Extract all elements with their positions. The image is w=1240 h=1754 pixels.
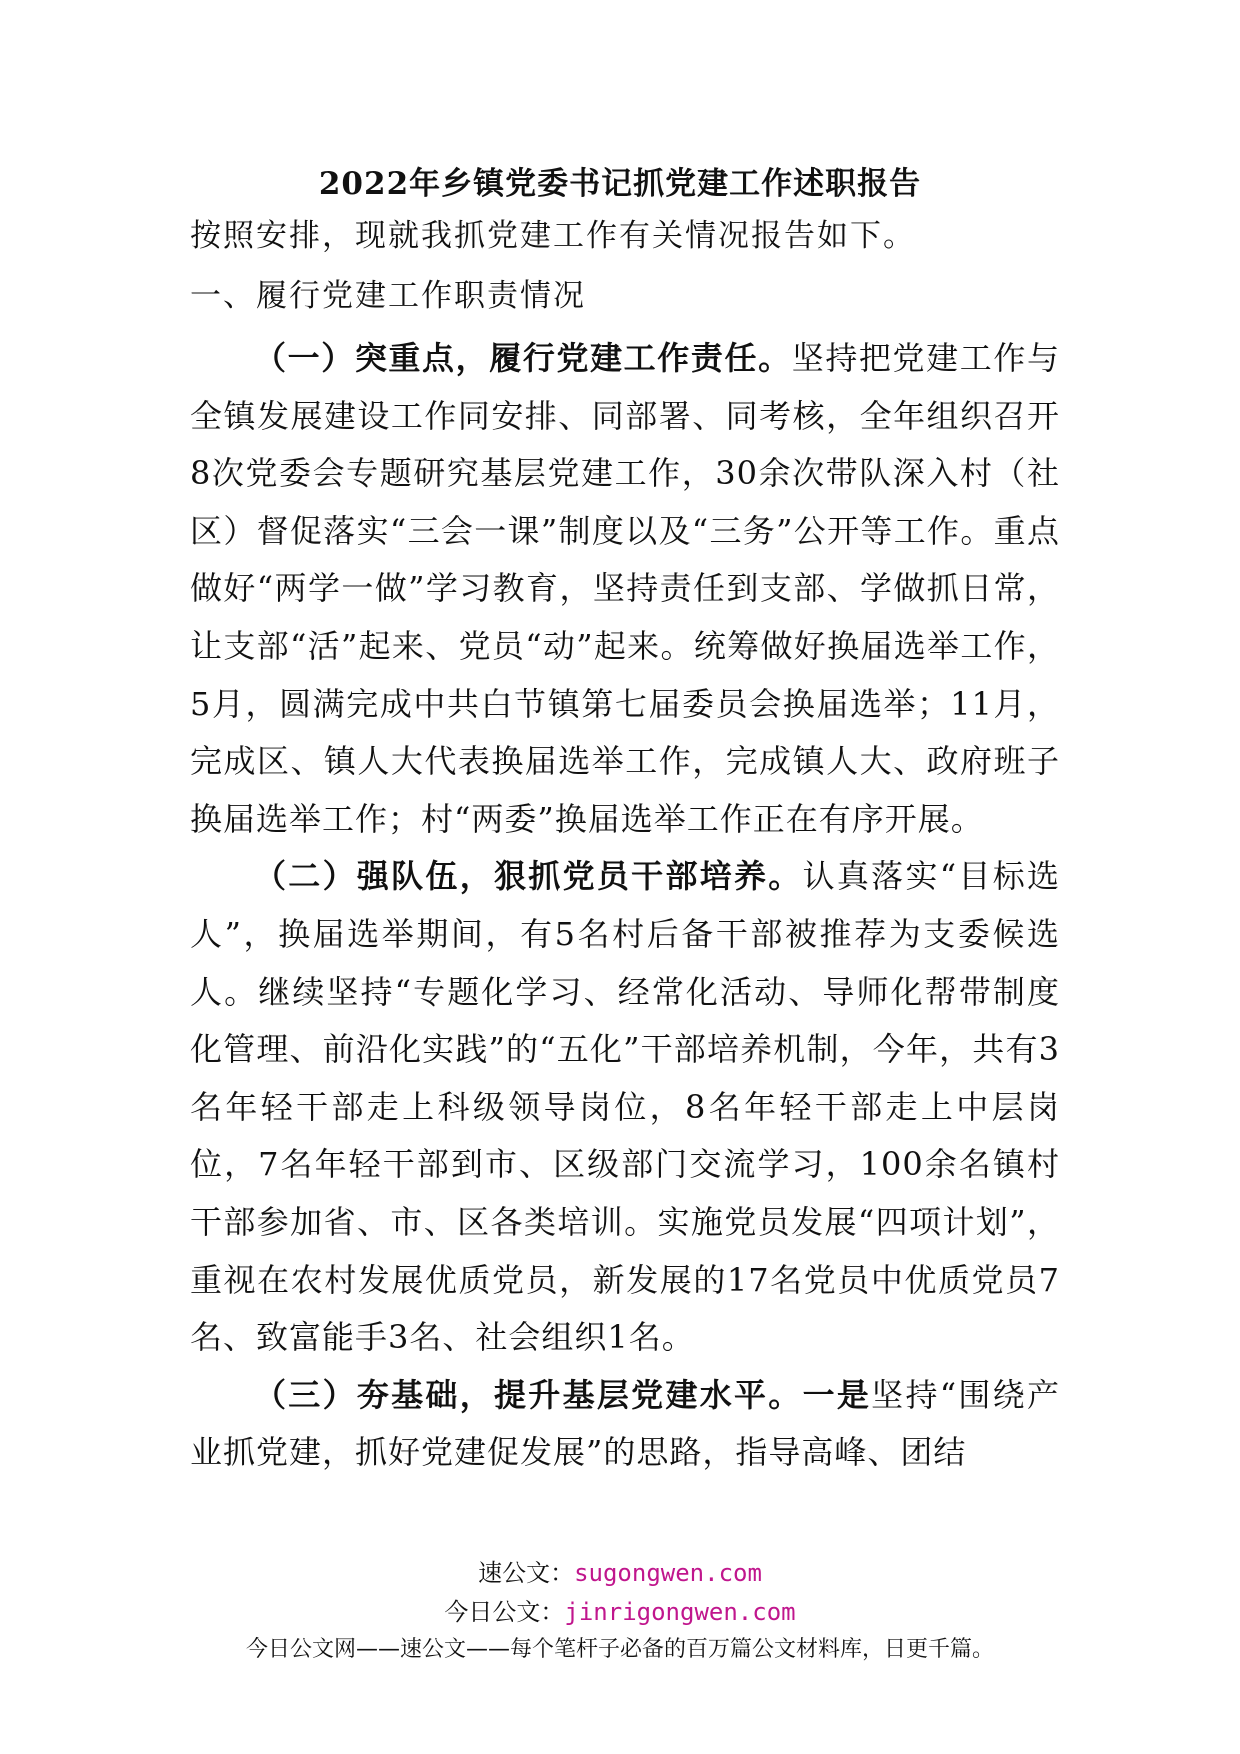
paragraph-1-text: 坚持把党建工作与全镇发展建设工作同安排、同部署、同考核，全年组织召开8次党委会专题研究基层党建工作，30余次带队深入村（社区）督促落实“三会一课”制度以及“三务”公开等工作。重点做好“两学一做”学习教育，坚持责任到支部、学做抓日常，让支部“活”起来、党员“动”起来。统筹做好换届选举工作，5月，圆满完成中共白节镇第七届委员会换届选举；11月，完成区、镇人大代表换届选举工作，完成镇人大、政府班子换届选举工作；村“两委”换届选举工作正在有序开展。	[190, 339, 1060, 838]
section-heading: 一、履行党建工作职责情况	[190, 278, 586, 314]
footer-line-1	[0, 1553, 1240, 1588]
paragraph-1-lead: （一）突重点，履行党建工作责任。	[254, 339, 792, 377]
paragraph-2-lead: （二）强队伍，狠抓党员干部培养。	[254, 857, 803, 896]
paragraph-3	[190, 1367, 1060, 1482]
footer-label-2: 今日公文：	[444, 1598, 565, 1626]
footer-line-2	[0, 1592, 1240, 1627]
document-body	[190, 330, 1060, 1482]
paragraph-3-text: 坚持“围绕产业抓党建，抓好党建促发展”的思路，指导高峰、团结	[190, 1375, 1060, 1472]
paragraph-3-lead2: 一是	[802, 1375, 872, 1414]
footer-label-1: 速公文：	[478, 1559, 575, 1587]
paragraph-1	[190, 330, 1060, 848]
paragraph-2-text: 认真落实“目标选人”，换届选举期间，有5名村后备干部被推荐为支委候选人。继续坚持“专题化学习、经常化活动、导师化帮带制度化管理、前沿化实践”的“五化”干部培养机制，今年，共有3名年轻干部走上科级领导岗位，8名年轻干部走上中层岗位，7名年轻干部到市、区级部门交流学习，100余名镇村干部参加省、市、区各类培训。实施党员发展“四项计划”，重视在农村发展优质党员，新发展的17名党员中优质党员7名、致富能手3名、社会组织1名。	[190, 857, 1060, 1357]
paragraph-3-lead: （三）夯基础，提升基层党建水平。	[254, 1375, 803, 1414]
paragraph-2	[190, 848, 1060, 1366]
footer-link-jinrigongwen[interactable]: jinrigongwen.com	[564, 1598, 796, 1626]
footer-link-sugongwen[interactable]: sugongwen.com	[574, 1559, 762, 1587]
footer-slogan: 今日公文网——速公文——每个笔杆子必备的百万篇公文材料库，日更千篇。	[245, 1637, 994, 1662]
document-title: 2022年乡镇党委书记抓党建工作述职报告	[318, 166, 922, 202]
intro-text: 按照安排，现就我抓党建工作有关情况报告如下。	[190, 218, 916, 254]
